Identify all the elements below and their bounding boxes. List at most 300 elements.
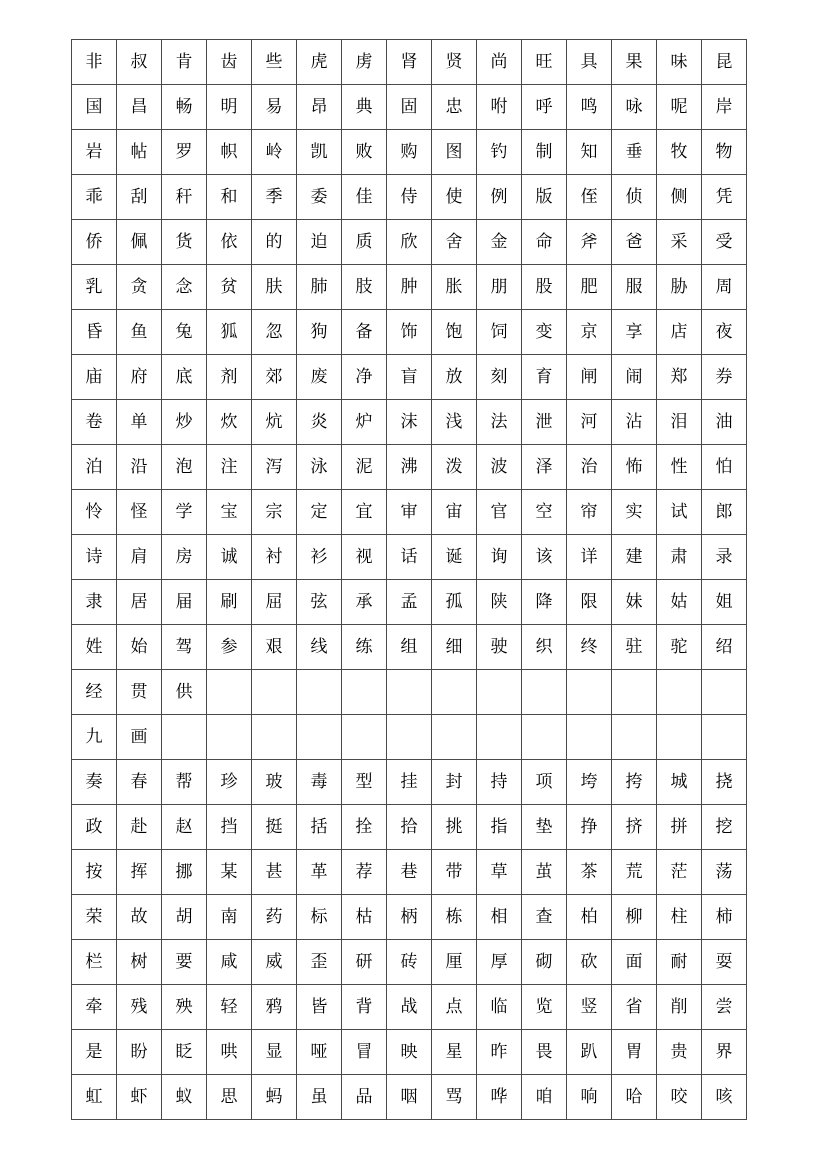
char-cell: 诚 <box>207 535 252 580</box>
char-cell: 果 <box>612 40 657 85</box>
char-cell: 耍 <box>702 940 747 985</box>
empty-cell <box>297 715 342 760</box>
grid-row <box>72 535 747 580</box>
char-cell: 肺 <box>297 265 342 310</box>
char-cell: 委 <box>297 175 342 220</box>
char-cell: 岭 <box>252 130 297 175</box>
char-cell: 城 <box>657 760 702 805</box>
char-cell: 肩 <box>117 535 162 580</box>
char-cell: 终 <box>567 625 612 670</box>
char-cell: 泄 <box>522 400 567 445</box>
grid-row <box>72 1075 747 1120</box>
grid-row <box>72 130 747 175</box>
char-cell: 茧 <box>522 850 567 895</box>
char-cell: 质 <box>342 220 387 265</box>
char-cell: 品 <box>342 1075 387 1120</box>
char-cell: 型 <box>342 760 387 805</box>
empty-cell <box>612 715 657 760</box>
char-cell: 炕 <box>252 400 297 445</box>
empty-cell <box>477 715 522 760</box>
char-cell: 挡 <box>207 805 252 850</box>
char-cell: 帜 <box>207 130 252 175</box>
char-cell: 剂 <box>207 355 252 400</box>
char-cell: 肥 <box>567 265 612 310</box>
char-cell: 空 <box>522 490 567 535</box>
char-cell: 忽 <box>252 310 297 355</box>
char-cell: 隶 <box>72 580 117 625</box>
char-cell: 经 <box>72 670 117 715</box>
char-cell: 泽 <box>522 445 567 490</box>
char-cell: 项 <box>522 760 567 805</box>
char-cell: 胃 <box>612 1030 657 1075</box>
char-cell: 虎 <box>297 40 342 85</box>
grid-row <box>72 355 747 400</box>
char-cell: 玻 <box>252 760 297 805</box>
char-cell: 咽 <box>387 1075 432 1120</box>
empty-cell <box>657 670 702 715</box>
char-cell: 炎 <box>297 400 342 445</box>
char-cell: 界 <box>702 1030 747 1075</box>
char-cell: 组 <box>387 625 432 670</box>
char-cell: 具 <box>567 40 612 85</box>
char-cell: 泊 <box>72 445 117 490</box>
char-cell: 战 <box>387 985 432 1030</box>
char-cell: 沫 <box>387 400 432 445</box>
char-cell: 持 <box>477 760 522 805</box>
char-cell: 九 <box>72 715 117 760</box>
empty-cell <box>657 715 702 760</box>
char-cell: 览 <box>522 985 567 1030</box>
char-cell: 乳 <box>72 265 117 310</box>
grid-row <box>72 580 747 625</box>
char-cell: 画 <box>117 715 162 760</box>
char-cell: 国 <box>72 85 117 130</box>
char-cell: 京 <box>567 310 612 355</box>
char-cell: 弦 <box>297 580 342 625</box>
char-cell: 面 <box>612 940 657 985</box>
char-cell: 审 <box>387 490 432 535</box>
char-cell: 询 <box>477 535 522 580</box>
char-cell: 轻 <box>207 985 252 1030</box>
char-cell: 郑 <box>657 355 702 400</box>
grid-row <box>72 265 747 310</box>
empty-cell <box>612 670 657 715</box>
char-cell: 故 <box>117 895 162 940</box>
empty-cell <box>387 715 432 760</box>
char-cell: 细 <box>432 625 477 670</box>
char-cell: 注 <box>207 445 252 490</box>
char-cell: 败 <box>342 130 387 175</box>
char-cell: 承 <box>342 580 387 625</box>
char-cell: 孤 <box>432 580 477 625</box>
char-cell: 垂 <box>612 130 657 175</box>
char-cell: 树 <box>117 940 162 985</box>
char-cell: 侨 <box>72 220 117 265</box>
char-cell: 衬 <box>252 535 297 580</box>
char-cell: 冒 <box>342 1030 387 1075</box>
char-cell: 哈 <box>612 1075 657 1120</box>
grid-row <box>72 940 747 985</box>
char-cell: 钓 <box>477 130 522 175</box>
char-cell: 线 <box>297 625 342 670</box>
char-cell: 凯 <box>297 130 342 175</box>
grid-row <box>72 850 747 895</box>
char-cell: 和 <box>207 175 252 220</box>
char-cell: 购 <box>387 130 432 175</box>
char-cell: 背 <box>342 985 387 1030</box>
char-cell: 挤 <box>612 805 657 850</box>
char-cell: 易 <box>252 85 297 130</box>
char-cell: 甚 <box>252 850 297 895</box>
grid-row <box>72 85 747 130</box>
char-cell: 供 <box>162 670 207 715</box>
char-cell: 沸 <box>387 445 432 490</box>
char-cell: 波 <box>477 445 522 490</box>
char-cell: 怕 <box>702 445 747 490</box>
char-cell: 昌 <box>117 85 162 130</box>
empty-cell <box>522 715 567 760</box>
char-cell: 荡 <box>702 850 747 895</box>
char-cell: 带 <box>432 850 477 895</box>
char-cell: 咸 <box>207 940 252 985</box>
char-cell: 赵 <box>162 805 207 850</box>
char-cell: 侍 <box>387 175 432 220</box>
char-cell: 叔 <box>117 40 162 85</box>
char-cell: 明 <box>207 85 252 130</box>
char-cell: 相 <box>477 895 522 940</box>
char-cell: 版 <box>522 175 567 220</box>
char-cell: 骂 <box>432 1075 477 1120</box>
char-cell: 要 <box>162 940 207 985</box>
char-cell: 茶 <box>567 850 612 895</box>
char-cell: 政 <box>72 805 117 850</box>
char-cell: 垫 <box>522 805 567 850</box>
char-cell: 虾 <box>117 1075 162 1120</box>
char-cell: 畅 <box>162 85 207 130</box>
char-cell: 衫 <box>297 535 342 580</box>
char-cell: 驼 <box>657 625 702 670</box>
char-cell: 备 <box>342 310 387 355</box>
char-cell: 性 <box>657 445 702 490</box>
empty-cell <box>342 670 387 715</box>
char-cell: 佩 <box>117 220 162 265</box>
char-cell: 尝 <box>702 985 747 1030</box>
char-cell: 趴 <box>567 1030 612 1075</box>
char-cell: 沾 <box>612 400 657 445</box>
char-cell: 咱 <box>522 1075 567 1120</box>
char-cell: 肿 <box>387 265 432 310</box>
char-cell: 怜 <box>72 490 117 535</box>
char-cell: 绍 <box>702 625 747 670</box>
char-cell: 栏 <box>72 940 117 985</box>
grid-row <box>72 1030 747 1075</box>
char-cell: 呼 <box>522 85 567 130</box>
char-cell: 某 <box>207 850 252 895</box>
char-cell: 哄 <box>207 1030 252 1075</box>
empty-cell <box>252 715 297 760</box>
char-cell: 威 <box>252 940 297 985</box>
char-cell: 牧 <box>657 130 702 175</box>
char-cell: 挑 <box>432 805 477 850</box>
char-cell: 股 <box>522 265 567 310</box>
char-cell: 刷 <box>207 580 252 625</box>
char-cell: 侄 <box>567 175 612 220</box>
char-cell: 秆 <box>162 175 207 220</box>
char-cell: 肃 <box>657 535 702 580</box>
char-cell: 试 <box>657 490 702 535</box>
char-cell: 咳 <box>702 1075 747 1120</box>
char-cell: 店 <box>657 310 702 355</box>
grid-row <box>72 175 747 220</box>
char-cell: 舍 <box>432 220 477 265</box>
char-cell: 录 <box>702 535 747 580</box>
char-cell: 定 <box>297 490 342 535</box>
char-cell: 拴 <box>342 805 387 850</box>
char-cell: 拼 <box>657 805 702 850</box>
char-cell: 斧 <box>567 220 612 265</box>
grid-row <box>72 760 747 805</box>
char-cell: 皆 <box>297 985 342 1030</box>
char-cell: 贤 <box>432 40 477 85</box>
char-cell: 油 <box>702 400 747 445</box>
char-cell: 殃 <box>162 985 207 1030</box>
char-cell: 学 <box>162 490 207 535</box>
char-cell: 诞 <box>432 535 477 580</box>
char-cell: 宝 <box>207 490 252 535</box>
char-cell: 凭 <box>702 175 747 220</box>
char-cell: 宗 <box>252 490 297 535</box>
char-cell: 呢 <box>657 85 702 130</box>
char-cell: 河 <box>567 400 612 445</box>
char-cell: 驻 <box>612 625 657 670</box>
char-cell: 研 <box>342 940 387 985</box>
char-cell: 服 <box>612 265 657 310</box>
char-cell: 哗 <box>477 1075 522 1120</box>
empty-cell <box>567 715 612 760</box>
char-cell: 狐 <box>207 310 252 355</box>
char-cell: 珍 <box>207 760 252 805</box>
grid-row <box>72 985 747 1030</box>
char-cell: 物 <box>702 130 747 175</box>
char-cell: 侦 <box>612 175 657 220</box>
char-cell: 昏 <box>72 310 117 355</box>
char-cell: 居 <box>117 580 162 625</box>
char-cell: 命 <box>522 220 567 265</box>
char-cell: 些 <box>252 40 297 85</box>
char-cell: 朋 <box>477 265 522 310</box>
char-cell: 昆 <box>702 40 747 85</box>
char-cell: 肤 <box>252 265 297 310</box>
grid-row <box>72 670 747 715</box>
char-cell: 图 <box>432 130 477 175</box>
char-cell: 周 <box>702 265 747 310</box>
char-cell: 旺 <box>522 40 567 85</box>
char-cell: 泼 <box>432 445 477 490</box>
char-cell: 挠 <box>702 760 747 805</box>
char-cell: 指 <box>477 805 522 850</box>
char-cell: 废 <box>297 355 342 400</box>
char-cell: 肾 <box>387 40 432 85</box>
char-cell: 固 <box>387 85 432 130</box>
char-cell: 耐 <box>657 940 702 985</box>
char-cell: 闹 <box>612 355 657 400</box>
char-cell: 竖 <box>567 985 612 1030</box>
char-cell: 肢 <box>342 265 387 310</box>
char-cell: 拾 <box>387 805 432 850</box>
char-cell: 驾 <box>162 625 207 670</box>
char-cell: 乖 <box>72 175 117 220</box>
char-cell: 封 <box>432 760 477 805</box>
empty-cell <box>522 670 567 715</box>
char-cell: 咐 <box>477 85 522 130</box>
grid-row <box>72 220 747 265</box>
char-cell: 削 <box>657 985 702 1030</box>
char-cell: 例 <box>477 175 522 220</box>
char-cell: 药 <box>252 895 297 940</box>
char-cell: 挂 <box>387 760 432 805</box>
char-cell: 话 <box>387 535 432 580</box>
char-cell: 挺 <box>252 805 297 850</box>
char-cell: 金 <box>477 220 522 265</box>
char-cell: 柱 <box>657 895 702 940</box>
char-cell: 牵 <box>72 985 117 1030</box>
char-cell: 尚 <box>477 40 522 85</box>
char-cell: 泻 <box>252 445 297 490</box>
empty-cell <box>432 670 477 715</box>
char-cell: 砌 <box>522 940 567 985</box>
empty-cell <box>702 670 747 715</box>
char-cell: 砖 <box>387 940 432 985</box>
char-cell: 的 <box>252 220 297 265</box>
empty-cell <box>342 715 387 760</box>
char-cell: 知 <box>567 130 612 175</box>
char-cell: 帮 <box>162 760 207 805</box>
char-cell: 昨 <box>477 1030 522 1075</box>
char-cell: 咬 <box>657 1075 702 1120</box>
char-cell: 胀 <box>432 265 477 310</box>
char-cell: 泪 <box>657 400 702 445</box>
char-cell: 怖 <box>612 445 657 490</box>
char-cell: 鱼 <box>117 310 162 355</box>
char-cell: 郎 <box>702 490 747 535</box>
char-cell: 炊 <box>207 400 252 445</box>
char-cell: 使 <box>432 175 477 220</box>
char-cell: 咏 <box>612 85 657 130</box>
char-cell: 罗 <box>162 130 207 175</box>
char-cell: 虹 <box>72 1075 117 1120</box>
char-cell: 官 <box>477 490 522 535</box>
char-cell: 育 <box>522 355 567 400</box>
grid-row <box>72 445 747 490</box>
char-cell: 挎 <box>612 760 657 805</box>
empty-cell <box>252 670 297 715</box>
char-cell: 岸 <box>702 85 747 130</box>
char-cell: 采 <box>657 220 702 265</box>
char-cell: 庙 <box>72 355 117 400</box>
char-cell: 砍 <box>567 940 612 985</box>
empty-cell <box>387 670 432 715</box>
char-cell: 孟 <box>387 580 432 625</box>
char-cell: 贵 <box>657 1030 702 1075</box>
char-cell: 柳 <box>612 895 657 940</box>
char-cell: 栋 <box>432 895 477 940</box>
char-cell: 迫 <box>297 220 342 265</box>
char-cell: 哑 <box>297 1030 342 1075</box>
char-cell: 炉 <box>342 400 387 445</box>
char-cell: 闸 <box>567 355 612 400</box>
char-cell: 治 <box>567 445 612 490</box>
char-cell: 荒 <box>612 850 657 895</box>
char-cell: 奏 <box>72 760 117 805</box>
char-cell: 忠 <box>432 85 477 130</box>
char-cell: 标 <box>297 895 342 940</box>
char-cell: 炒 <box>162 400 207 445</box>
char-cell: 单 <box>117 400 162 445</box>
char-cell: 泡 <box>162 445 207 490</box>
char-cell: 点 <box>432 985 477 1030</box>
char-cell: 是 <box>72 1030 117 1075</box>
char-cell: 草 <box>477 850 522 895</box>
char-cell: 放 <box>432 355 477 400</box>
char-cell: 贫 <box>207 265 252 310</box>
char-cell: 盼 <box>117 1030 162 1075</box>
char-cell: 按 <box>72 850 117 895</box>
char-cell: 胁 <box>657 265 702 310</box>
char-cell: 郊 <box>252 355 297 400</box>
char-cell: 蚁 <box>162 1075 207 1120</box>
empty-cell <box>477 670 522 715</box>
char-cell: 查 <box>522 895 567 940</box>
grid-row <box>72 400 747 445</box>
char-cell: 法 <box>477 400 522 445</box>
char-cell: 眨 <box>162 1030 207 1075</box>
empty-cell <box>432 715 477 760</box>
char-cell: 荐 <box>342 850 387 895</box>
char-cell: 降 <box>522 580 567 625</box>
char-cell: 净 <box>342 355 387 400</box>
char-cell: 姐 <box>702 580 747 625</box>
char-cell: 刻 <box>477 355 522 400</box>
char-cell: 妹 <box>612 580 657 625</box>
char-cell: 残 <box>117 985 162 1030</box>
char-cell: 响 <box>567 1075 612 1120</box>
char-cell: 视 <box>342 535 387 580</box>
char-cell: 肯 <box>162 40 207 85</box>
empty-cell <box>207 670 252 715</box>
char-cell: 佳 <box>342 175 387 220</box>
char-cell: 帖 <box>117 130 162 175</box>
grid-row <box>72 310 747 355</box>
char-cell: 欣 <box>387 220 432 265</box>
char-cell: 念 <box>162 265 207 310</box>
char-cell: 建 <box>612 535 657 580</box>
char-cell: 享 <box>612 310 657 355</box>
char-cell: 非 <box>72 40 117 85</box>
grid-row <box>72 490 747 535</box>
char-cell: 临 <box>477 985 522 1030</box>
char-cell: 侧 <box>657 175 702 220</box>
char-cell: 夜 <box>702 310 747 355</box>
grid-row <box>72 625 747 670</box>
char-cell: 诗 <box>72 535 117 580</box>
char-cell: 思 <box>207 1075 252 1120</box>
char-cell: 鸦 <box>252 985 297 1030</box>
char-cell: 胡 <box>162 895 207 940</box>
char-cell: 岩 <box>72 130 117 175</box>
empty-cell <box>702 715 747 760</box>
char-cell: 陕 <box>477 580 522 625</box>
char-cell: 宜 <box>342 490 387 535</box>
